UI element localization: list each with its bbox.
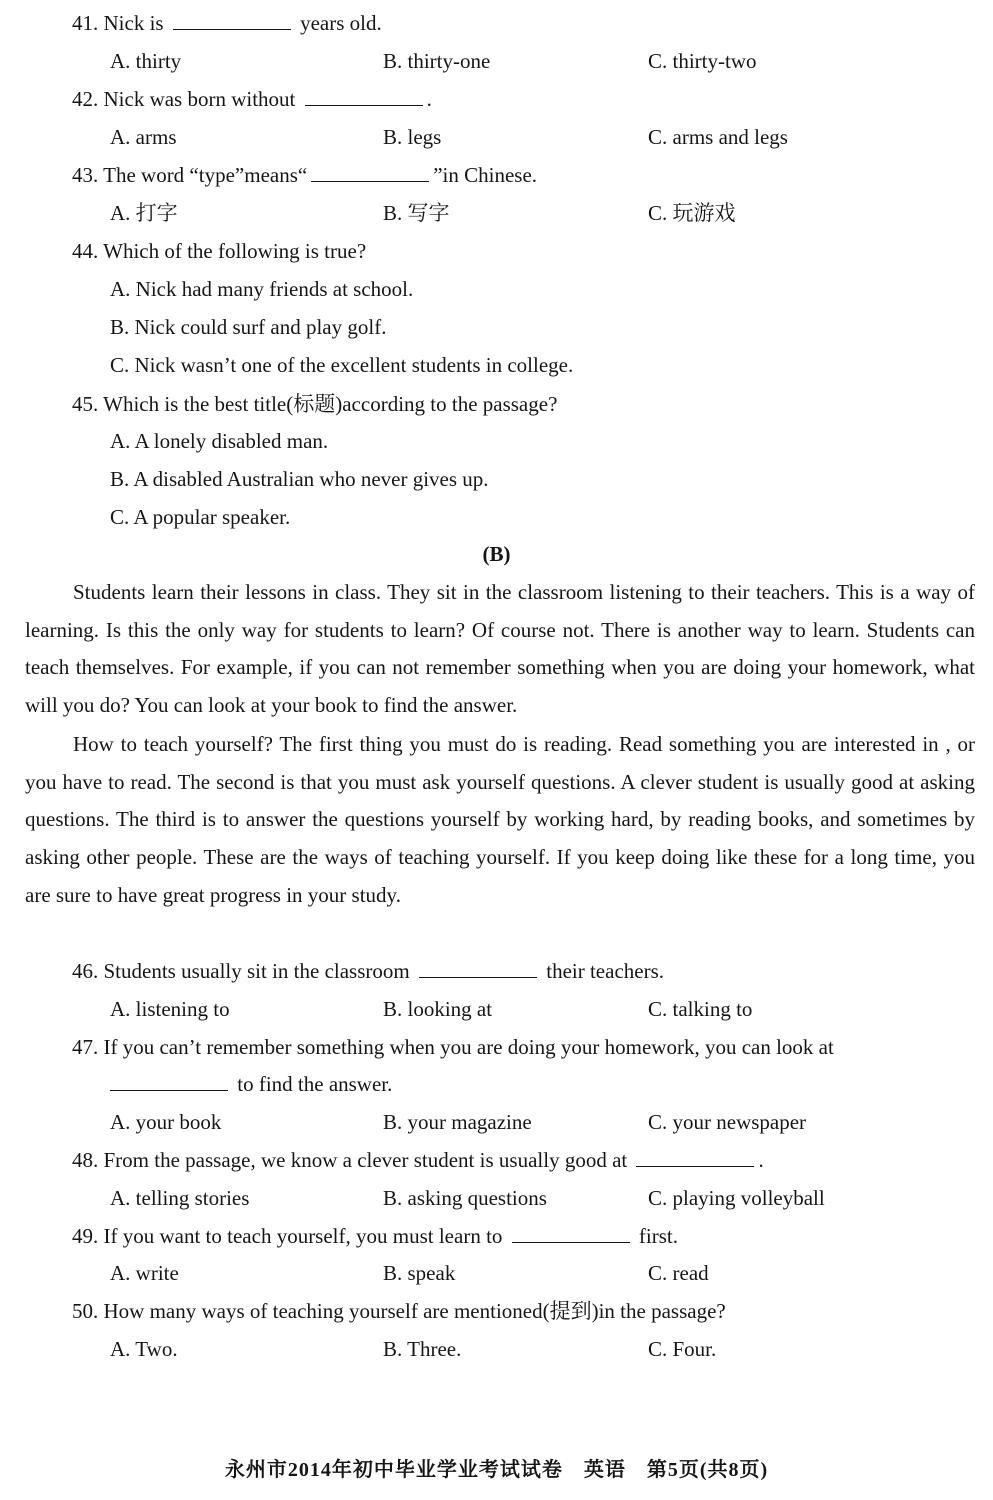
option-46-c: C. talking to [648, 997, 753, 1021]
answer-blank [636, 1148, 754, 1167]
answer-blank [311, 163, 429, 182]
option-45-c: C. A popular speaker. [110, 505, 291, 529]
question-number: 47. [72, 1035, 99, 1059]
option-44-a: A. Nick had many friends at school. [110, 277, 414, 301]
option-47-c: C. your newspaper [648, 1110, 807, 1134]
option-41-a: A. thirty [110, 49, 182, 73]
question-48 [72, 1147, 764, 1173]
question-text: . [758, 1148, 764, 1172]
option-48-b: B. asking questions [383, 1186, 547, 1210]
option-44-b: B. Nick could surf and play golf. [110, 315, 387, 339]
question-text: The word “type”means“ [103, 163, 308, 187]
question-text: How many ways of teaching yourself are mentioned(提到)in the passage? [103, 1299, 726, 1323]
option-50-b: B. Three. [383, 1337, 462, 1361]
question-44 [72, 238, 366, 264]
question-45 [72, 391, 557, 417]
question-text: If you can’t remember something when you are doing your homework, you can look at [103, 1035, 834, 1059]
option-46-a: A. listening to [110, 997, 230, 1021]
option-44-c: C. Nick wasn’t one of the excellent students in college. [110, 353, 574, 377]
question-number: 45. [72, 392, 99, 416]
option-43-c: C. 玩游戏 [648, 201, 736, 225]
question-text: years old. [300, 11, 382, 35]
option-49-b: B. speak [383, 1261, 456, 1285]
answer-blank [110, 1072, 228, 1091]
question-49 [72, 1223, 678, 1249]
question-number: 44. [72, 239, 99, 263]
option-47-a: A. your book [110, 1110, 222, 1134]
option-41-b: B. thirty-one [383, 49, 491, 73]
question-43 [72, 162, 537, 188]
question-text: . [426, 87, 432, 111]
option-45-a: A. A lonely disabled man. [110, 429, 329, 453]
question-text: From the passage, we know a clever student is usually good at [103, 1148, 628, 1172]
question-text: Which is the best title(标题)according to the passage? [103, 392, 558, 416]
option-50-c: C. Four. [648, 1337, 717, 1361]
option-42-a: A. arms [110, 125, 177, 149]
question-number: 42. [72, 87, 99, 111]
option-47-b: B. your magazine [383, 1110, 532, 1134]
question-number: 46. [72, 959, 99, 983]
option-49-c: C. read [648, 1261, 709, 1285]
question-text: Nick is [103, 11, 164, 35]
question-47-continuation [110, 1071, 392, 1097]
question-42 [72, 86, 432, 112]
option-41-c: C. thirty-two [648, 49, 757, 73]
option-42-c: C. arms and legs [648, 125, 788, 149]
question-number: 43. [72, 163, 99, 187]
question-number: 41. [72, 11, 99, 35]
option-43-b: B. 写字 [383, 201, 450, 225]
answer-blank [305, 87, 423, 106]
question-number: 49. [72, 1224, 99, 1248]
passage-paragraph-1: Students learn their lessons in class. They sit in the classroom listening to their teachers. This is a way of learning. Is this the only way for students to learn? Of course not. There is another way to learn. Students can teach themselves. For example, if you can not remember something when you are doing your homework, what will you do? You can look at your book to find the answer. [25, 580, 975, 718]
question-number: 48. [72, 1148, 99, 1172]
question-text: ”in Chinese. [433, 163, 538, 187]
answer-blank [173, 11, 291, 30]
option-42-b: B. legs [383, 125, 442, 149]
question-46 [72, 958, 664, 984]
option-46-b: B. looking at [383, 997, 493, 1021]
option-43-a: A. 打字 [110, 201, 178, 225]
answer-blank [512, 1224, 630, 1243]
question-number: 50. [72, 1299, 99, 1323]
question-50 [72, 1298, 726, 1324]
question-text: to find the answer. [237, 1072, 393, 1096]
passage-paragraph-2: How to teach yourself? The first thing you must do is reading. Read something you are interested in , or you have to read. The second is that you must ask yourself questions. A clever student is usually good at asking questions. The third is to answer the questions yourself by working hard, by reading books, and sometimes by asking other people. These are the ways of teaching yourself. If you keep doing like these for a long time, you are sure to have great progress in your study. [25, 732, 975, 907]
section-heading: (B) [482, 542, 511, 566]
option-48-c: C. playing volleyball [648, 1186, 825, 1210]
question-text: their teachers. [546, 959, 665, 983]
question-text: Students usually sit in the classroom [103, 959, 410, 983]
question-41 [72, 10, 382, 36]
answer-blank [419, 959, 537, 978]
option-50-a: A. Two. [110, 1337, 178, 1361]
question-text: first. [638, 1224, 678, 1248]
question-text: Which of the following is true? [103, 239, 367, 263]
question-text: If you want to teach yourself, you must learn to [103, 1224, 503, 1248]
option-48-a: A. telling stories [110, 1186, 250, 1210]
question-text: Nick was born without [103, 87, 296, 111]
option-45-b: B. A disabled Australian who never gives up. [110, 467, 489, 491]
question-47 [72, 1034, 977, 1060]
page-footer: 永州市2014年初中毕业学业考试试卷 英语 第5页(共8页) [224, 1459, 769, 1481]
option-49-a: A. write [110, 1261, 179, 1285]
